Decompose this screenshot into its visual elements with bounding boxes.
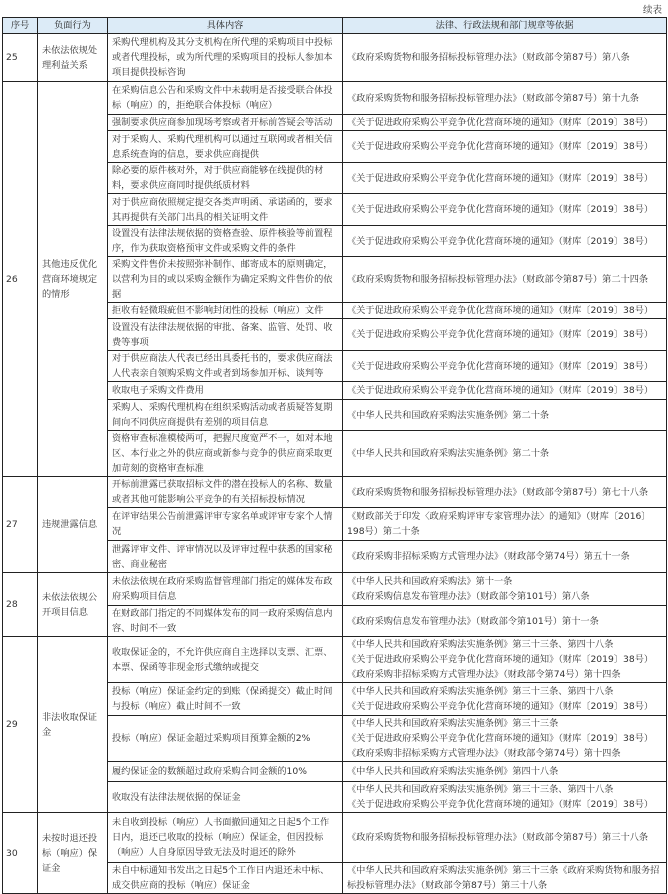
specific-content: 投标（响应）保证金超过采购项目预算金额的2% — [108, 716, 343, 762]
legal-basis-cell — [343, 115, 667, 131]
legal-basis-cell — [343, 319, 667, 351]
specific-content: 泄露评审文件、评审情况以及评审过程中获悉的国家秘密、商业秘密 — [108, 541, 343, 573]
specific-content: 强制要求供应商参加现场考察或者开标前答疑会等活动 — [108, 115, 343, 131]
legal-basis-cell — [343, 762, 667, 782]
negative-behavior: 未依法依规公开项目信息 — [38, 573, 108, 637]
specific-content: 未依法依规在政府采购监督管理部门指定的媒体发布政府采购项目信息 — [108, 573, 343, 606]
legal-basis: 《关于促进政府采购公平竞争优化营商环境的通知》（财库〔2019〕38号） — [347, 141, 654, 152]
legal-basis: 《关于促进政府采购公平竞争优化营商环境的通知》（财库〔2019〕38号） — [347, 701, 654, 712]
header-number: 序号 — [3, 18, 38, 34]
specific-content: 对于供应商依照规定提交各类声明函、承诺函的，要求其再提供有关部门出具的相关证明文件 — [108, 194, 343, 226]
legal-basis: 《关于促进政府采购公平竞争优化营商环境的通知》（财库〔2019〕38号） — [347, 654, 654, 665]
legal-basis: 《政府采购信息发布管理办法》（财政部令第101号）第十一条 — [347, 615, 599, 627]
legal-basis: 《关于促进政府采购公平竞争优化营商环境的通知》（财库〔2019〕38号） — [347, 385, 654, 396]
legal-basis-cell — [343, 606, 667, 637]
legal-basis-cell — [343, 782, 667, 813]
negative-behavior: 其他违反优化营商环境规定的情形 — [38, 82, 108, 477]
header-legal-basis: 法律、行政法规和部门规章等依据 — [343, 18, 667, 34]
specific-content: 投标（响应）保证金约定的到账（保函提交）截止时间与投标（响应）截止时间不一致 — [108, 683, 343, 716]
legal-basis-cell — [343, 431, 667, 477]
legal-basis: 《财政部关于印发〈政府采购评审专家管理办法〉的通知》（财库〔2016〕198号）第二十条 — [347, 511, 651, 537]
legal-basis-cell — [343, 194, 667, 226]
legal-basis: 《关于促进政府采购公平竞争优化营商环境的通知》（财库〔2019〕38号） — [347, 733, 654, 744]
legal-basis: 《关于促进政府采购公平竞争优化营商环境的通知》（财库〔2019〕38号） — [347, 117, 654, 128]
specific-content: 设置没有法律法规依据的资格查验、原件核验等前置程序，作为获取资格预审文件或采购文件的条件 — [108, 226, 343, 257]
specific-content: 除必要的原件核对外，对于供应商能够在线提供的材料，要求供应商同时提供纸质材料 — [108, 163, 343, 194]
legal-basis-cell — [343, 400, 667, 431]
specific-content: 采购代理机构及其分支机构在所代理的采购项目中投标或者代理投标，或为所代理的采购项目的投标人参加本项目提供投标咨询 — [108, 34, 343, 82]
legal-basis-cell — [343, 257, 667, 303]
specific-content: 在财政部门指定的不同媒体发布的同一政府采购信息内容、时间不一致 — [108, 606, 343, 637]
table-body — [3, 34, 667, 894]
specific-content: 未自收到投标（响应）人书面撤回通知之日起5个工作日内，退还已收取的投标（响应）保证金，但因投标（响应）人自身原因导致无法及时退还的除外 — [108, 813, 343, 863]
legal-basis-cell — [343, 131, 667, 163]
row-number: 25 — [3, 34, 38, 82]
specific-content: 采购人、采购代理机构在组织采购活动或者质疑答复期间向不同供应商提供有差别的项目信息 — [108, 400, 343, 431]
legal-basis: 《政府采购货物和服务招标投标管理办法》（财政部令第87号）第三十八条 — [347, 832, 649, 843]
specific-content: 对于供应商法人代表已经出具委托书的，要求供应商法人代表亲自领购采购文件或者到场参加开标、谈判等 — [108, 351, 343, 382]
row-number: 27 — [3, 477, 38, 573]
legal-basis: 《中华人民共和国政府采购法实施条例》第三十三条、第四十八条 — [347, 784, 614, 795]
table-row — [3, 477, 667, 508]
legal-basis: 《关于促进政府采购公平竞争优化营商环境的通知》（财库〔2019〕38号） — [347, 329, 654, 340]
specific-content: 在采购信息公告和采购文件中未载明是否接受联合体投标（响应）的，拒绝联合体投标（响应） — [108, 82, 343, 115]
legal-basis: 《中华人民共和国政府采购法实施条例》第二十条 — [347, 409, 550, 421]
legal-basis-cell — [343, 683, 667, 716]
legal-basis: 《中华人民共和国政府采购法实施条例》第三十三条《政府采购货物和服务招标投标管理办法》（财政部令第87号）第三十八条 — [347, 865, 660, 891]
header-behavior: 负面行为 — [38, 18, 108, 34]
legal-basis: 《政府采购货物和服务招标投标管理办法》（财政部令第87号）第十九条 — [347, 92, 639, 104]
legal-basis-cell — [343, 303, 667, 319]
specific-content: 收取没有法律法规依据的保证金 — [108, 782, 343, 813]
row-number: 29 — [3, 637, 38, 813]
legal-basis: 《政府采购非招标采购方式管理办法》（财政部令第74号）第十四条 — [347, 748, 621, 759]
legal-basis-cell — [343, 82, 667, 115]
row-number: 30 — [3, 813, 38, 894]
legal-basis-cell — [343, 382, 667, 400]
legal-basis: 《政府采购非招标采购方式管理办法》（财政部令第74号）第五十一条 — [347, 551, 630, 562]
specific-content: 拒收有轻微瑕疵但不影响封闭性的投标（响应）文件 — [108, 303, 343, 319]
table-row — [3, 573, 667, 606]
row-number: 26 — [3, 82, 38, 477]
legal-basis: 《关于促进政府采购公平竞争优化营商环境的通知》（财库〔2019〕38号） — [347, 172, 654, 184]
legal-basis-cell — [343, 226, 667, 257]
legal-basis: 《政府采购信息发布管理办法》（财政部令第101号）第八条 — [347, 591, 590, 602]
legal-basis: 《政府采购非招标采购方式管理办法》（财政部令第74号）第十四条 — [347, 669, 621, 680]
legal-basis-cell — [343, 351, 667, 382]
table-row — [3, 637, 667, 683]
specific-content: 设置没有法律法规依据的审批、备案、监管、处罚、收费等事项 — [108, 319, 343, 351]
specific-content: 收取电子采购文件费用 — [108, 382, 343, 400]
legal-basis-cell — [343, 573, 667, 606]
specific-content: 履约保证金的数额超过政府采购合同金额的10% — [108, 762, 343, 782]
negative-behavior: 未按时退还投标（响应）保证金 — [38, 813, 108, 894]
legal-basis: 《关于促进政府采购公平竞争优化营商环境的通知》（财库〔2019〕38号） — [347, 305, 654, 316]
table-row — [3, 34, 667, 82]
legal-basis: 《中华人民共和国政府采购法实施条例》第四十八条 — [347, 766, 559, 777]
legal-basis-cell — [343, 508, 667, 541]
specific-content: 未自中标通知书发出之日起5个工作日内退还未中标、成交供应商的投标（响应）保证金 — [108, 863, 343, 894]
legal-basis-cell — [343, 863, 667, 894]
specific-content: 在评审结果公告前泄露评审专家名单或评审专家个人情况 — [108, 508, 343, 541]
legal-basis-cell — [343, 163, 667, 194]
legal-basis: 《中华人民共和国政府采购法实施条例》第二十条 — [347, 448, 550, 459]
header-content: 具体内容 — [108, 18, 343, 34]
legal-basis: 《关于促进政府采购公平竞争优化营商环境的通知》（财库〔2019〕38号） — [347, 204, 654, 215]
legal-basis-cell — [343, 813, 667, 863]
legal-basis: 《政府采购货物和服务招标投标管理办法》（财政部令第87号）第八条 — [347, 52, 630, 63]
table-row — [3, 82, 667, 115]
specific-content: 开标前泄露已获取招标文件的潜在投标人的名称、数量或者其他可能影响公平竞争的有关招标投标情况 — [108, 477, 343, 508]
legal-basis-cell — [343, 637, 667, 683]
legal-basis: 《中华人民共和国政府采购法实施条例》第三十三条 — [347, 718, 559, 729]
table-header-row — [3, 18, 667, 34]
negative-behavior: 违规泄露信息 — [38, 477, 108, 573]
specific-content: 资格审查标准模棱两可，把握尺度宽严不一，如对本地区、本行业之外的供应商或新参与竞争的供应商采取更加苛刻的资格审查标准 — [108, 431, 343, 477]
row-number: 28 — [3, 573, 38, 637]
specific-content: 采购文件售价未按照弥补制作、邮寄成本的原则确定，以营利为目的或以采购金额作为确定采购文件售价的依据 — [108, 257, 343, 303]
legal-basis-cell — [343, 716, 667, 762]
negative-behavior: 未依法依规处理利益关系 — [38, 34, 108, 82]
specific-content: 收取保证金的，不允许供应商自主选择以支票、汇票、本票、保函等非现金形式缴纳或提交 — [108, 637, 343, 683]
legal-basis: 《关于促进政府采购公平竞争优化营商环境的通知》（财库〔2019〕38号） — [347, 235, 654, 247]
negative-behavior: 非法收取保证金 — [38, 637, 108, 813]
legal-basis-cell — [343, 477, 667, 508]
continued-label: 续表 — [642, 5, 662, 16]
legal-basis: 《中华人民共和国政府采购法实施条例》第三十三条、第四十八条 — [347, 686, 614, 697]
legal-basis: 《关于促进政府采购公平竞争优化营商环境的通知》（财库〔2019〕38号） — [347, 799, 654, 810]
legal-basis: 《中华人民共和国政府采购法》第十一条 — [347, 576, 513, 587]
legal-basis-cell — [343, 541, 667, 573]
legal-basis: 《政府采购货物和服务招标投标管理办法》（财政部令第87号）第七十八条 — [347, 486, 649, 498]
legal-basis: 《政府采购货物和服务招标投标管理办法》（财政部令第87号）第二十四条 — [347, 274, 649, 285]
legal-basis: 《中华人民共和国政府采购法实施条例》第三十三条、第四十八条 — [347, 639, 614, 650]
legal-basis-cell — [343, 34, 667, 82]
table-row — [3, 813, 667, 863]
specific-content: 对于采购人、采购代理机构可以通过互联网或者相关信息系统查询的信息，要求供应商提供 — [108, 131, 343, 163]
legal-basis: 《关于促进政府采购公平竞争优化营商环境的通知》（财库〔2019〕38号） — [347, 360, 654, 372]
negative-behavior-table — [2, 17, 667, 894]
